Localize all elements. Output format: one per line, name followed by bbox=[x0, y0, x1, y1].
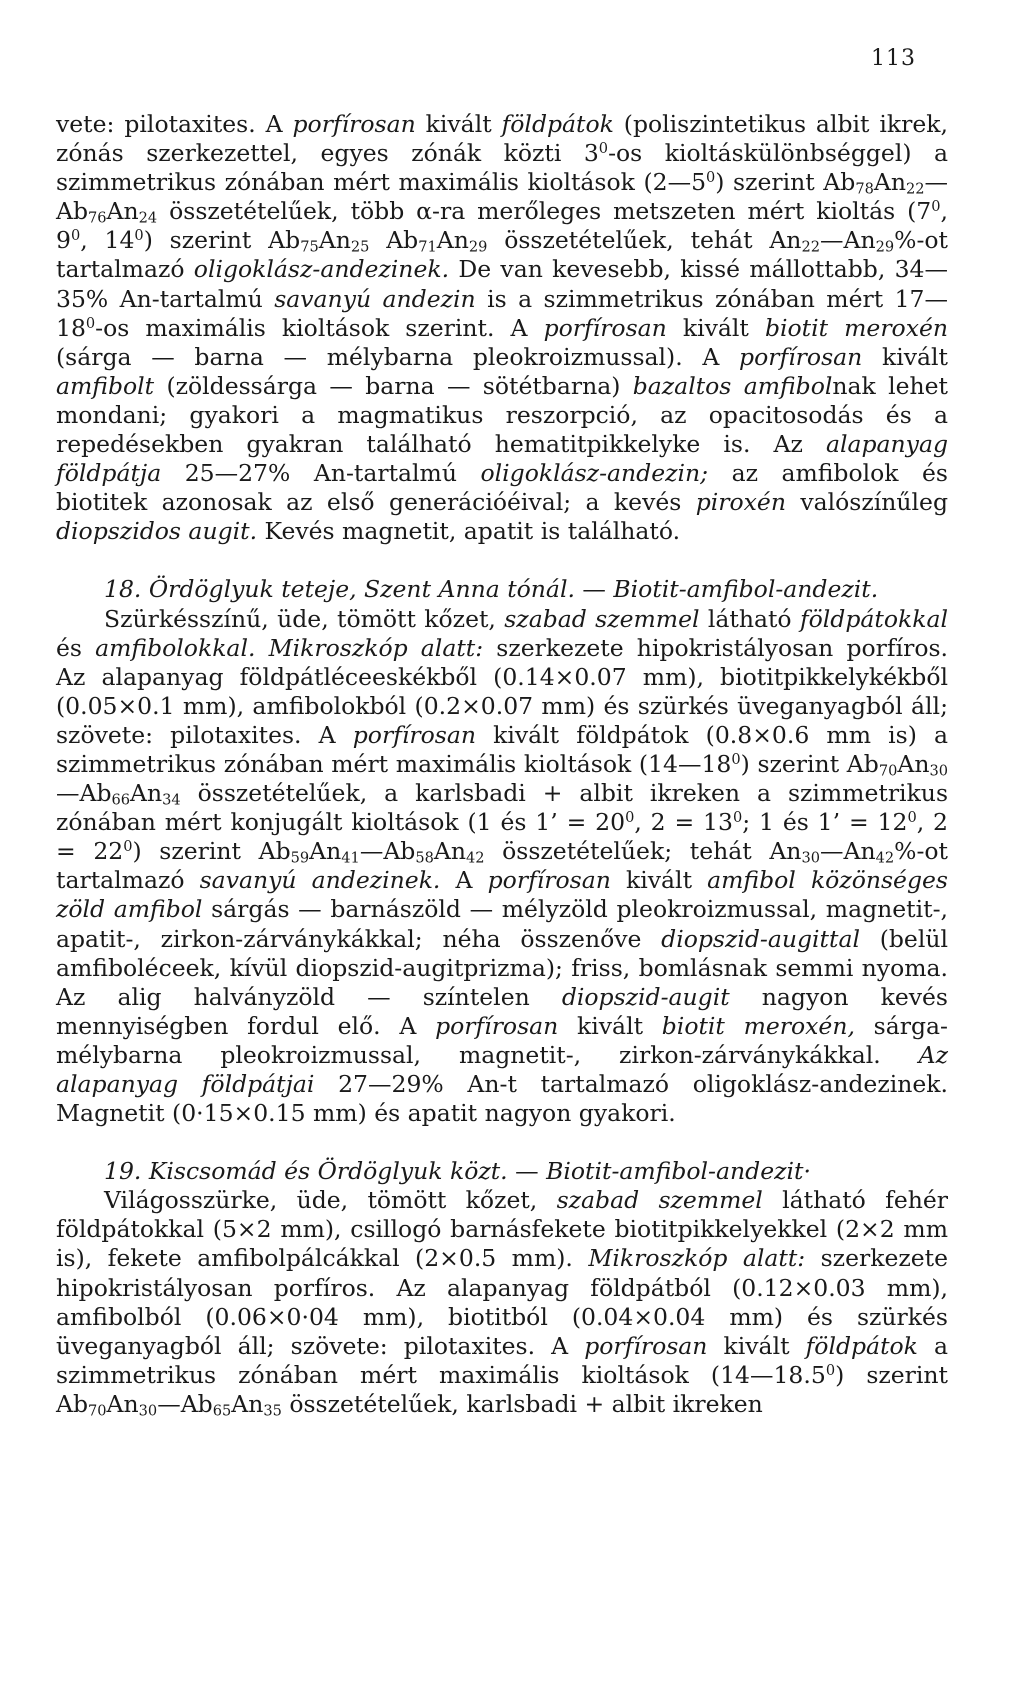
text-run: —Ab bbox=[56, 779, 112, 808]
text-run: %-ot tartalmazó bbox=[56, 226, 948, 284]
subscript: 41 bbox=[341, 849, 360, 867]
subscript: 58 bbox=[415, 849, 434, 867]
subscript: 42 bbox=[875, 849, 895, 867]
paragraph-continued bbox=[56, 110, 948, 546]
subscript: 42 bbox=[465, 849, 485, 867]
text-run: (zöldessárga — barna — sötétbarna) bbox=[154, 371, 633, 400]
text-run: (belül amfiboléceek, kívül diopszid-augitprizma); friss, bomlásnak semmi nyoma. Az alig halványzöld — színtelen bbox=[56, 924, 948, 1011]
text-run: valószínűleg bbox=[785, 488, 948, 517]
text-run: is a szimmetrikus zónában mért 17—18 bbox=[56, 284, 948, 342]
italic-term: Biotit-amfibol-andezit. bbox=[613, 575, 879, 604]
superscript: 0 bbox=[134, 227, 144, 245]
subscript: 35 bbox=[263, 1402, 282, 1420]
italic-term: porfírosan bbox=[292, 110, 416, 138]
text-run: kivált bbox=[610, 866, 708, 895]
text-run: kivált földpátok (0.8×0.6 mm is) a szimmetrikus zónában mért maximális kioltások (14—18 bbox=[56, 720, 949, 778]
text-run: összetételűek, a karlsbadi + albit ikreken a szimmetrikus zónában mért konjugált kioltások (1 és 1’ = 20 bbox=[56, 779, 948, 837]
subscript: 24 bbox=[138, 209, 158, 227]
text-run: összetételűek, tehát An bbox=[487, 226, 802, 255]
italic-term: porfírosan bbox=[739, 342, 863, 371]
italic-term: porfírosan bbox=[487, 866, 611, 895]
subscript: 66 bbox=[111, 791, 131, 809]
text-run: , 2 = 22 bbox=[56, 808, 948, 866]
italic-term: biotit meroxén bbox=[764, 313, 949, 342]
text-run: %-ot tartalmazó bbox=[56, 837, 948, 895]
superscript: 0 bbox=[825, 1361, 836, 1379]
text-run: összetételűek, több α-ra merőleges metszeten mért kioltás (7 bbox=[157, 197, 932, 226]
subscript: 25 bbox=[350, 239, 370, 257]
text-run: a szimmetrikus zónában mért maximális kioltások (14—18.5 bbox=[56, 1331, 948, 1389]
text-run: Kevés magnetit, apatit is található. bbox=[257, 517, 681, 546]
italic-term: földpátok bbox=[501, 110, 614, 138]
text-run: An bbox=[873, 168, 906, 197]
italic-term: amfibolt bbox=[56, 371, 155, 400]
subscript: 70 bbox=[88, 1402, 107, 1420]
subscript: 70 bbox=[878, 762, 898, 780]
text-run: De van kevesebb, kissé mállottabb, 34—35% An-tartalmú bbox=[56, 255, 949, 313]
text-run: An bbox=[231, 1389, 264, 1418]
italic-term: oligoklász-andezin; bbox=[480, 459, 709, 488]
page-body bbox=[56, 110, 948, 1419]
text-run: összetételűek, karlsbadi + albit ikreken bbox=[281, 1389, 763, 1418]
subscript: 71 bbox=[418, 239, 437, 257]
paragraph-19-description bbox=[56, 1186, 948, 1419]
italic-term: porfírosan bbox=[584, 1331, 708, 1360]
italic-term: diopszidos augit. bbox=[56, 517, 258, 546]
text-run: An bbox=[897, 749, 930, 778]
text-run: kivált bbox=[666, 313, 765, 342]
text-run: nagyon kevés mennyiségben fordul elő. A bbox=[56, 982, 948, 1040]
italic-term: savanyú andezinek. bbox=[199, 866, 441, 895]
text-run: ) szerint Ab bbox=[715, 168, 856, 197]
italic-term: Mikroszkóp alatt: bbox=[588, 1244, 806, 1273]
text-run: —An bbox=[819, 226, 876, 255]
italic-term: diopszid-augit bbox=[561, 982, 730, 1011]
text-run: 27—29% An-t tartalmazó oligoklász-andezinek. Magnetit (0·15×0.15 mm) és apatit nagyon gyakori. bbox=[56, 1070, 948, 1128]
text-run: —An bbox=[819, 837, 876, 866]
text-run: , 14 bbox=[80, 226, 135, 255]
italic-term: porfírosan bbox=[435, 1011, 559, 1040]
text-run: látható fehér földpátokkal (5×2 mm), csillogó barnásfekete biotitpikkelyekkel (2×2 mm is), fekete amfibolpálcákkal (2×0.5 mm). bbox=[56, 1186, 949, 1273]
superscript: 0 bbox=[731, 750, 741, 768]
superscript: 0 bbox=[70, 227, 81, 245]
italic-term: amfibol közönséges zöld amfibol bbox=[56, 866, 948, 924]
text-run: az amfibolok és biotitek azonosak az első generációéival; a kevés bbox=[56, 459, 948, 517]
italic-term: biotit meroxén, bbox=[661, 1011, 855, 1040]
text-run: ) szerint Ab bbox=[740, 749, 879, 778]
italic-term: porfírosan bbox=[543, 313, 667, 342]
text-run: Szürkésszínű, üde, tömött kőzet, bbox=[104, 604, 505, 633]
subscript: 29 bbox=[875, 239, 895, 257]
italic-term: piroxén bbox=[695, 488, 786, 517]
text-run: An bbox=[433, 837, 466, 866]
subscript: 30 bbox=[801, 849, 820, 867]
superscript: 0 bbox=[706, 169, 716, 187]
text-run: ; 1 és 1’ = 12 bbox=[742, 808, 908, 837]
subscript: 59 bbox=[290, 849, 310, 867]
superscript: 0 bbox=[85, 314, 96, 332]
text-run: Világosszürke, üde, tömött kőzet, bbox=[104, 1186, 557, 1215]
text-run: -os kioltáskülönbséggel) a szimmetrikus zónában mért maximális kioltások (2—5 bbox=[56, 139, 949, 197]
subscript: 22 bbox=[801, 239, 820, 257]
subscript: 29 bbox=[468, 239, 488, 257]
text-run: nak lehet mondani; gyakori a magmatikus reszorpció, az opacitosodás és a repedésekben gyakran található hematitpikkelyke is. Az bbox=[56, 371, 949, 459]
superscript: 0 bbox=[931, 198, 941, 216]
text-run: kivált bbox=[415, 110, 502, 138]
superscript: 0 bbox=[598, 140, 609, 158]
text-run: An bbox=[106, 197, 139, 226]
section-heading-18 bbox=[56, 575, 948, 604]
text-run: —Ab bbox=[157, 1389, 213, 1418]
italic-term: szabad szemmel bbox=[556, 1186, 763, 1215]
text-run: An bbox=[106, 1389, 139, 1418]
italic-term: alapanyag földpátja bbox=[56, 430, 948, 488]
text-run: (sárga — barna — mélybarna pleokroizmussal). A bbox=[56, 342, 740, 371]
subscript: 76 bbox=[88, 209, 107, 227]
italic-term: diopszid-augittal bbox=[661, 924, 860, 953]
text-run: és bbox=[56, 633, 96, 662]
subscript: 34 bbox=[162, 791, 181, 809]
text-run: szerkezete hipokristályosan porfíros. Az alapanyag földpátból (0.12×0.03 mm), amfibolból (0.06×0·04 mm), biotitból (0.04×0.04 mm) és szürkés üveganyagból áll; szövete: pilotaxites. A bbox=[56, 1244, 948, 1360]
text-run: vete: pilotaxites. A bbox=[56, 110, 293, 138]
text-run: (poliszintetikus albit ikrek, zónás szerkezettel, egyes zónák közti 3 bbox=[56, 110, 948, 168]
text-run: A bbox=[440, 866, 488, 895]
italic-term: porfírosan bbox=[352, 720, 476, 749]
text-run: —Ab bbox=[56, 168, 948, 226]
superscript: 0 bbox=[123, 838, 133, 856]
italic-term: földpátokkal bbox=[799, 604, 948, 633]
italic-term: 19. Kiscsomád és Ördöglyuk közt. bbox=[104, 1157, 508, 1186]
text-run: —Ab bbox=[359, 837, 416, 866]
text-run: ) szerint Ab bbox=[56, 1360, 948, 1418]
superscript: 0 bbox=[732, 809, 743, 827]
text-run: ) szerint Ab bbox=[143, 226, 301, 255]
italic-term: 18. Ördöglyuk teteje, Szent Anna tónál. bbox=[104, 575, 575, 604]
text-run: An bbox=[130, 779, 163, 808]
subscript: 30 bbox=[138, 1402, 158, 1420]
italic-term: savanyú andezin bbox=[274, 284, 476, 313]
text-run: kivált bbox=[862, 342, 948, 371]
italic-term: bazaltos amfibol bbox=[632, 371, 833, 400]
text-run: ) szerint Ab bbox=[132, 837, 291, 866]
section-heading-19 bbox=[56, 1157, 948, 1186]
text-run: kivált bbox=[707, 1331, 806, 1360]
subscript: 75 bbox=[300, 239, 319, 257]
text-run: — bbox=[574, 575, 614, 604]
italic-term: Az alapanyag földpátjai bbox=[56, 1040, 948, 1098]
text-run: szerkezete hipokristályosan porfíros. Az alapanyag földpátléceeskékből (0.14×0.07 mm), biotitpikkelykékből (0.05×0.1 mm), amfibolokból (0.2×0.07 mm) és szürkés üveganyagból áll; szövete: pilotaxites. A bbox=[56, 633, 948, 749]
text-run: -os maximális kioltások szerint. A bbox=[95, 313, 544, 342]
text-run: sárgás — barnászöld — mélyzöld pleokroizmussal, magnetit-, apatit-, zirkon-zárványkákkal; néha összenőve bbox=[56, 895, 948, 953]
superscript: 0 bbox=[907, 809, 917, 827]
subscript: 65 bbox=[212, 1402, 232, 1420]
text-run: , 2 = 13 bbox=[634, 808, 733, 837]
italic-term: földpátok bbox=[805, 1331, 918, 1360]
text-run: sárga-mélybarna pleokroizmussal, magnetit-, zirkon-zárványkákkal. bbox=[56, 1011, 948, 1069]
text-run: An bbox=[436, 226, 469, 255]
subscript: 22 bbox=[905, 180, 925, 198]
subscript: 30 bbox=[929, 762, 948, 780]
italic-term: amfibolokkal. Mikroszkóp alatt: bbox=[95, 633, 484, 662]
text-run: , 9 bbox=[56, 197, 948, 255]
page-number: 113 bbox=[871, 46, 916, 71]
text-run: összetételűek; tehát An bbox=[484, 837, 802, 866]
subscript: 78 bbox=[855, 180, 874, 198]
italic-term: Biotit-amfibol-andezit· bbox=[546, 1157, 811, 1186]
text-run: An bbox=[318, 226, 351, 255]
superscript: 0 bbox=[625, 809, 635, 827]
text-run: Ab bbox=[369, 226, 419, 255]
text-run: kivált bbox=[558, 1011, 662, 1040]
italic-term: szabad szemmel bbox=[504, 604, 700, 633]
italic-term: oligoklász-andezinek. bbox=[193, 255, 450, 284]
text-run: — bbox=[507, 1157, 547, 1186]
text-run: látható bbox=[699, 604, 800, 633]
text-run: An bbox=[309, 837, 342, 866]
paragraph-18-description bbox=[56, 605, 948, 1129]
text-run: 25—27% An-tartalmú bbox=[161, 459, 481, 488]
